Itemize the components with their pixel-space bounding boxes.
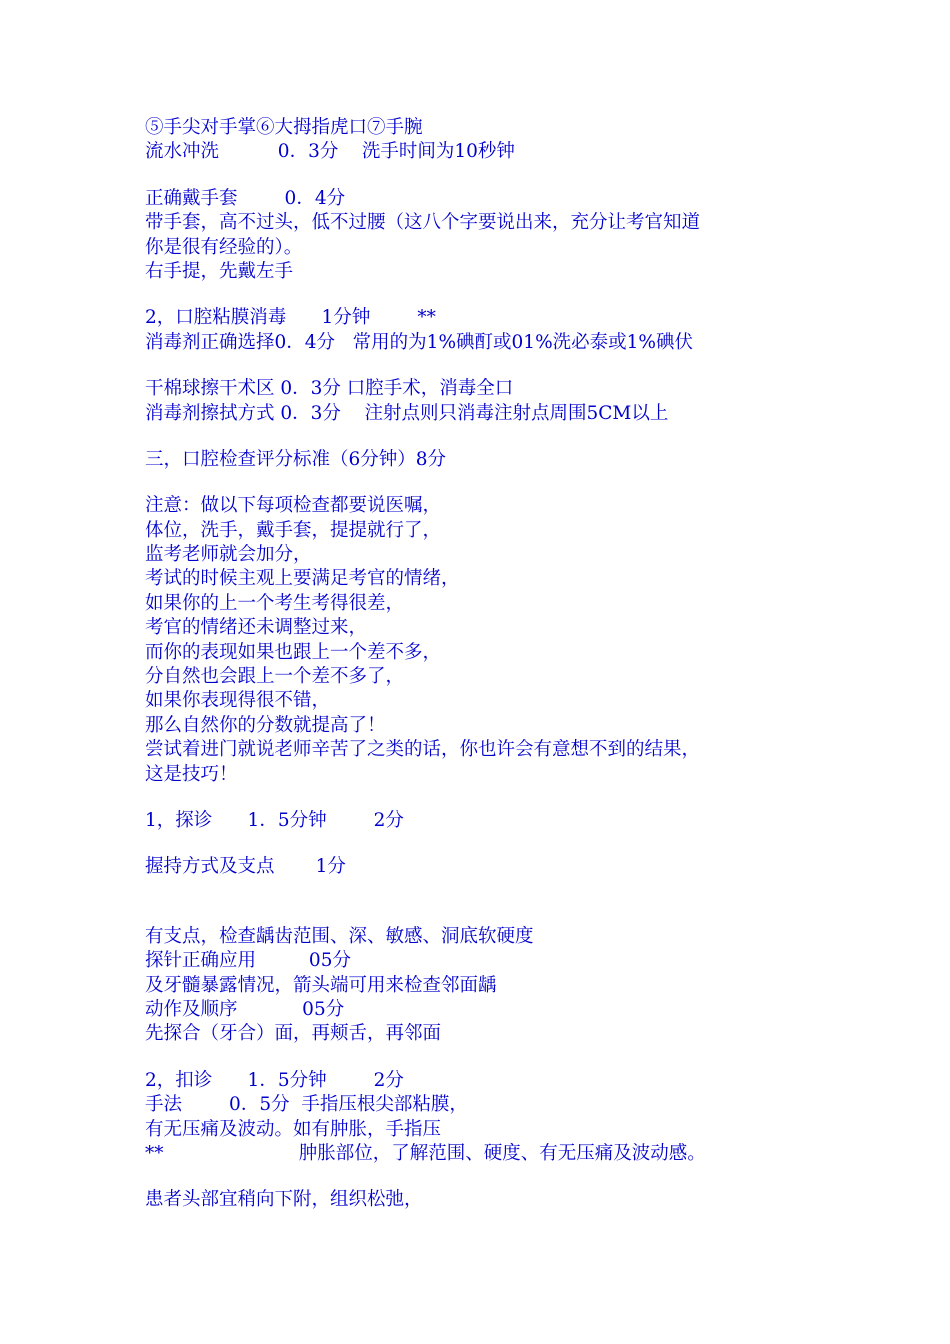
text-line: 消毒剂正确选择0．4分 常用的为1%碘酊或01%洗必泰或1%碘伏 xyxy=(145,331,694,353)
text-line: 正确戴手套 0．4分 xyxy=(145,187,346,209)
text-line: 如果你表现得很不错， xyxy=(145,690,331,712)
text-line: 注意：做以下每项检查都要说医嘱， xyxy=(145,495,442,517)
text-line: 你是很有经验的）。 xyxy=(145,236,303,258)
text-line: 那么自然你的分数就提高了！ xyxy=(145,714,386,736)
text-line: 尝试着进门就说老师辛苦了之类的话，你也许会有意想不到的结果， xyxy=(145,739,701,761)
text-line: 带手套，高不过头，低不过腰（这八个字要说出来，充分让考官知道 xyxy=(145,212,701,234)
text-line: 而你的表现如果也跟上一个差不多， xyxy=(145,641,442,663)
text-line: 体位，洗手，戴手套，提提就行了， xyxy=(145,519,442,541)
text-line: 动作及顺序 05分 xyxy=(145,998,345,1020)
text-line: 如果你的上一个考生考得很差， xyxy=(145,592,405,614)
text-line: 握持方式及支点 1分 xyxy=(145,856,346,878)
text-line: 分自然也会跟上一个差不多了， xyxy=(145,666,405,688)
section-heading: 2，扣诊 1．5分钟 2分 xyxy=(145,1069,404,1091)
text-line: 监考老师就会加分， xyxy=(145,544,312,566)
text-line: 有支点，检查龋齿范围、深、敏感、洞底软硬度 xyxy=(145,925,534,947)
text-line: 右手提，先戴左手 xyxy=(145,260,294,282)
text-line: 干棉球擦干术区 0．3分 口腔手术，消毒全口 xyxy=(145,378,514,400)
section-heading: 三，口腔检查评分标准（6分钟）8分 xyxy=(145,448,447,470)
text-line: ** 肿胀部位，了解范围、硬度、有无压痛及波动感。 xyxy=(145,1142,706,1164)
text-line: 考官的情绪还未调整过来， xyxy=(145,617,368,639)
document-page xyxy=(145,116,845,1213)
text-line: 这是技巧！ xyxy=(145,763,238,785)
text-line: 探针正确应用 05分 xyxy=(145,950,351,972)
text-line: 手法 0．5分 手指压根尖部粘膜， xyxy=(145,1094,468,1116)
text-line: 患者头部宜稍向下附，组织松弛， xyxy=(145,1189,423,1211)
text-line: 流水冲洗 0．3分 洗手时间为10秒钟 xyxy=(145,141,515,163)
text-line: 消毒剂擦拭方式 0．3分 注射点则只消毒注射点周围5CM以上 xyxy=(145,402,669,424)
text-line: ⑤手尖对手掌⑥大拇指虎口⑦手腕 xyxy=(145,117,423,138)
text-line: 有无压痛及波动。如有肿胀，手指压 xyxy=(145,1118,442,1140)
text-line: 先探合（牙合）面，再颊舌，再邻面 xyxy=(145,1023,442,1045)
section-heading: 2，口腔粘膜消毒 1分钟 ** xyxy=(145,307,436,329)
text-line: 及牙髓暴露情况，箭头端可用来检查邻面龋 xyxy=(145,974,497,996)
text-line: 考试的时候主观上要满足考官的情绪， xyxy=(145,568,460,590)
section-heading: 1，探诊 1．5分钟 2分 xyxy=(145,809,404,831)
